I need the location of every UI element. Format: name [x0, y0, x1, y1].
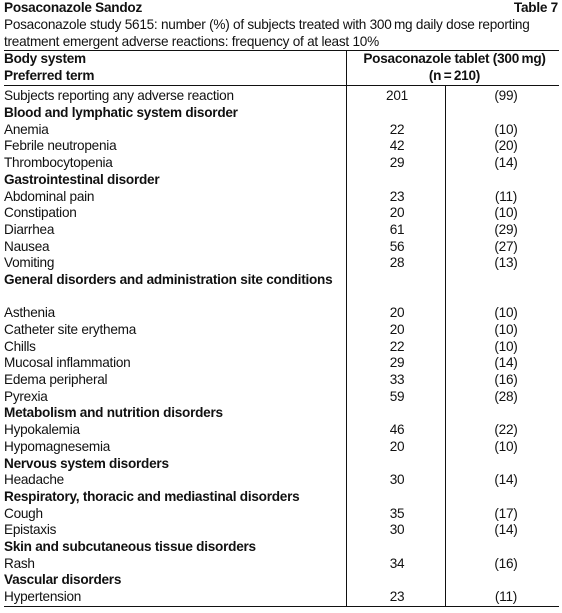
- preferred-term: Chills: [4, 338, 36, 354]
- preferred-term: Diarrhea: [4, 221, 55, 237]
- preferred-term: Anemia: [4, 121, 49, 137]
- preferred-term: Catheter site erythema: [4, 322, 137, 338]
- section-heading: Vascular disorders: [4, 572, 122, 588]
- preferred-term: Edema peripheral: [4, 372, 108, 388]
- table-row: [4, 205, 559, 222]
- subject-percent: (13): [494, 255, 518, 271]
- preferred-term: Subjects reporting any adverse reaction: [4, 88, 234, 104]
- subject-percent: (14): [494, 472, 518, 488]
- table-row: [4, 506, 559, 523]
- table-row: [4, 255, 559, 272]
- subject-count: 20: [389, 305, 405, 321]
- preferred-term: Cough: [4, 505, 43, 521]
- header-sample-size: (n = 210): [428, 68, 481, 84]
- table-row: [4, 88, 559, 105]
- section-row: [4, 456, 559, 473]
- subject-percent: (10): [494, 322, 518, 338]
- subject-count: 61: [389, 221, 405, 237]
- preferred-term: Epistaxis: [4, 522, 57, 538]
- subject-count: 59: [389, 388, 405, 404]
- preferred-term: Febrile neutropenia: [4, 138, 117, 154]
- bottom-rule: [4, 606, 559, 607]
- header-rule: [4, 85, 559, 86]
- table-row: [4, 439, 559, 456]
- preferred-term: Hypokalemia: [4, 422, 80, 438]
- subject-count: 201: [386, 88, 408, 104]
- subject-count: 42: [389, 138, 405, 154]
- preferred-term: Thrombocytopenia: [4, 155, 113, 171]
- subject-percent: (27): [494, 238, 518, 254]
- subject-count: 29: [389, 155, 405, 171]
- header-preferred-term: Preferred term: [4, 68, 95, 84]
- preferred-term: Pyrexia: [4, 388, 48, 404]
- subject-percent: (16): [494, 372, 518, 388]
- section-heading: Skin and subcutaneous tissue disorders: [4, 538, 256, 554]
- subject-count: 20: [389, 322, 405, 338]
- subject-percent: (20): [494, 138, 518, 154]
- table-row: [4, 472, 559, 489]
- subject-count: 28: [389, 255, 405, 271]
- table-row: [4, 355, 559, 372]
- table-row: [4, 339, 559, 356]
- subject-count: 30: [389, 472, 405, 488]
- section-heading: Gastrointestinal disorder: [4, 171, 160, 187]
- table-row: [4, 589, 559, 606]
- table-number: Table 7: [513, 0, 558, 15]
- table-row: [4, 222, 559, 239]
- preferred-term: Mucosal inflammation: [4, 355, 131, 371]
- subject-percent: (10): [494, 205, 518, 221]
- table-row: [4, 389, 559, 406]
- section-row: [4, 405, 559, 422]
- section-heading: Respiratory, thoracic and mediastinal disorders: [4, 488, 300, 504]
- subject-percent: (17): [494, 505, 518, 521]
- subject-percent: (10): [494, 305, 518, 321]
- section-heading: General disorders and administration site conditions: [4, 271, 333, 287]
- subject-count: 20: [389, 438, 405, 454]
- subject-percent: (14): [494, 155, 518, 171]
- header-col-posaconazole: [350, 51, 559, 84]
- header-body-system: Body system: [4, 51, 86, 67]
- preferred-term: Nausea: [4, 238, 50, 254]
- section-row: [4, 539, 559, 556]
- subject-count: 23: [389, 188, 405, 204]
- table-row: [4, 556, 559, 573]
- subject-percent: (14): [494, 355, 518, 371]
- subject-count: 23: [389, 589, 405, 605]
- section-heading: Blood and lymphatic system disorder: [4, 105, 238, 121]
- column-divider-1: [346, 51, 347, 606]
- table-caption: Posaconazole study 5615: number (%) of subjects treated with 300 mg daily dose reporting treatment emergent adverse reactions: frequency of at least 10%: [4, 17, 530, 49]
- section-heading: Nervous system disorders: [4, 455, 169, 471]
- subject-count: 20: [389, 205, 405, 221]
- table-row: [4, 155, 559, 172]
- preferred-term: Rash: [4, 555, 35, 571]
- header-col-body-system: [4, 51, 94, 84]
- section-row: [4, 572, 559, 589]
- section-row: [4, 272, 559, 305]
- subject-percent: (10): [494, 438, 518, 454]
- table-row: [4, 522, 559, 539]
- header-treatment: Posaconazole tablet (300 mg): [363, 51, 546, 67]
- document: [4, 0, 559, 607]
- table-row: [4, 189, 559, 206]
- section-row: [4, 105, 559, 122]
- preferred-term: Headache: [4, 472, 64, 488]
- subject-percent: (10): [494, 121, 518, 137]
- subject-percent: (22): [494, 422, 518, 438]
- subject-count: 22: [389, 121, 405, 137]
- table-body: [4, 88, 559, 605]
- column-divider-2: [445, 85, 446, 606]
- subject-count: 30: [389, 522, 405, 538]
- subject-count: 34: [389, 555, 405, 571]
- subject-percent: (28): [494, 388, 518, 404]
- subject-percent: (14): [494, 522, 518, 538]
- preferred-term: Constipation: [4, 205, 77, 221]
- table-row: [4, 372, 559, 389]
- subject-count: 46: [389, 422, 405, 438]
- subject-count: 35: [389, 505, 405, 521]
- document-title: Posaconazole Sandoz: [4, 0, 143, 15]
- subject-percent: (10): [494, 338, 518, 354]
- preferred-term: Vomiting: [4, 255, 55, 271]
- title-row: [4, 0, 559, 17]
- table-row: [4, 122, 559, 139]
- section-row: [4, 172, 559, 189]
- table-row: [4, 422, 559, 439]
- subject-percent: (29): [494, 221, 518, 237]
- table-row: [4, 322, 559, 339]
- subject-count: 29: [389, 355, 405, 371]
- table-row: [4, 305, 559, 322]
- subject-percent: (99): [494, 88, 518, 104]
- subject-count: 56: [389, 238, 405, 254]
- subject-count: 22: [389, 338, 405, 354]
- preferred-term: Hypertension: [4, 589, 82, 605]
- subject-percent: (11): [494, 589, 518, 605]
- section-row: [4, 489, 559, 506]
- preferred-term: Hypomagnesemia: [4, 438, 111, 454]
- section-heading: Metabolism and nutrition disorders: [4, 405, 223, 421]
- subject-percent: (16): [494, 555, 518, 571]
- preferred-term: Abdominal pain: [4, 188, 95, 204]
- table-row: [4, 138, 559, 155]
- table-header: [4, 51, 559, 85]
- subject-percent: (11): [494, 188, 518, 204]
- preferred-term: Asthenia: [4, 305, 55, 321]
- subject-count: 33: [389, 372, 405, 388]
- table-row: [4, 239, 559, 256]
